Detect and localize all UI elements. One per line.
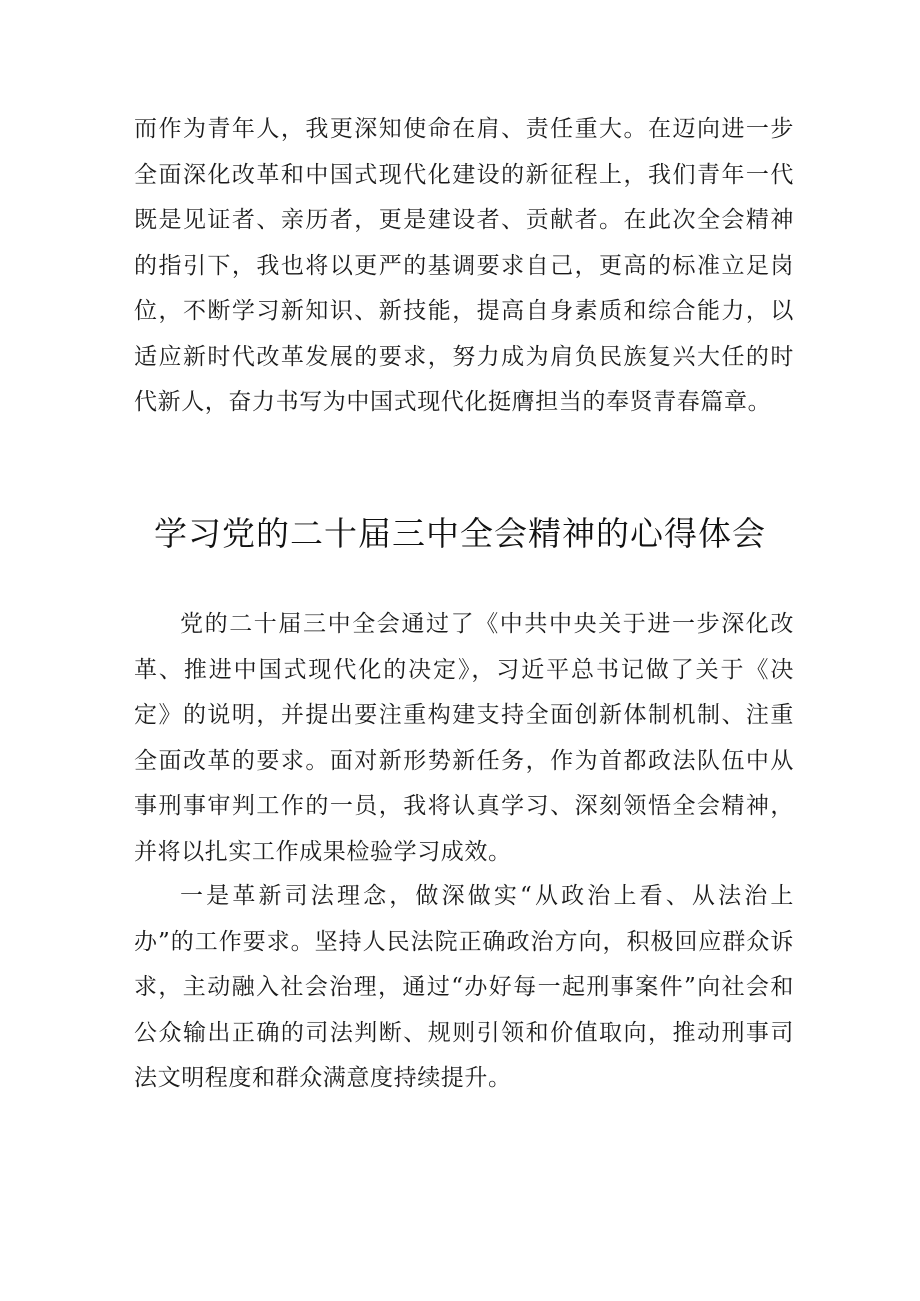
body-paragraph: 而作为青年人，我更深知使命在肩、责任重大。在迈向进一步全面深化改革和中国式现代化建设的新征程上，我们青年一代既是见证者、亲历者，更是建设者、贡献者。在此次全会精神的指引下，我也将以更严的基调要求自己，更高的标准立足岗位，不断学习新知识、新技能，提高自身素质和综合能力，以适应新时代改革发展的要求，努力成为肩负民族复兴大任的时代新人，奋力书写为中国式现代化挺膺担当的奉贤青春篇章。 bbox=[134, 116, 794, 415]
body-paragraph: 党的二十届三中全会通过了《中共中央关于进一步深化改革、推进中国式现代化的决定》，习近平总书记做了关于《决定》的说明，并提出要注重构建支持全面创新体制机制、注重全面改革的要求。面对新形势新任务，作为首都政法队伍中从事刑事审判工作的一员，我将认真学习、深刻领悟全会精神，并将以扎实工作成果检验学习成效。 bbox=[134, 611, 794, 865]
article-title: 学习党的二十届三中全会精神的心得体会 bbox=[154, 514, 766, 553]
body-paragraph: 一是革新司法理念，做深做实“从政治上看、从法治上办”的工作要求。坚持人民法院正确政治方向，积极回应群众诉求，主动融入社会治理，通过“办好每一起刑事案件”向社会和公众输出正确的司法判断、规则引领和价值取向，推动刑事司法文明程度和群众满意度持续提升。 bbox=[134, 883, 794, 1091]
